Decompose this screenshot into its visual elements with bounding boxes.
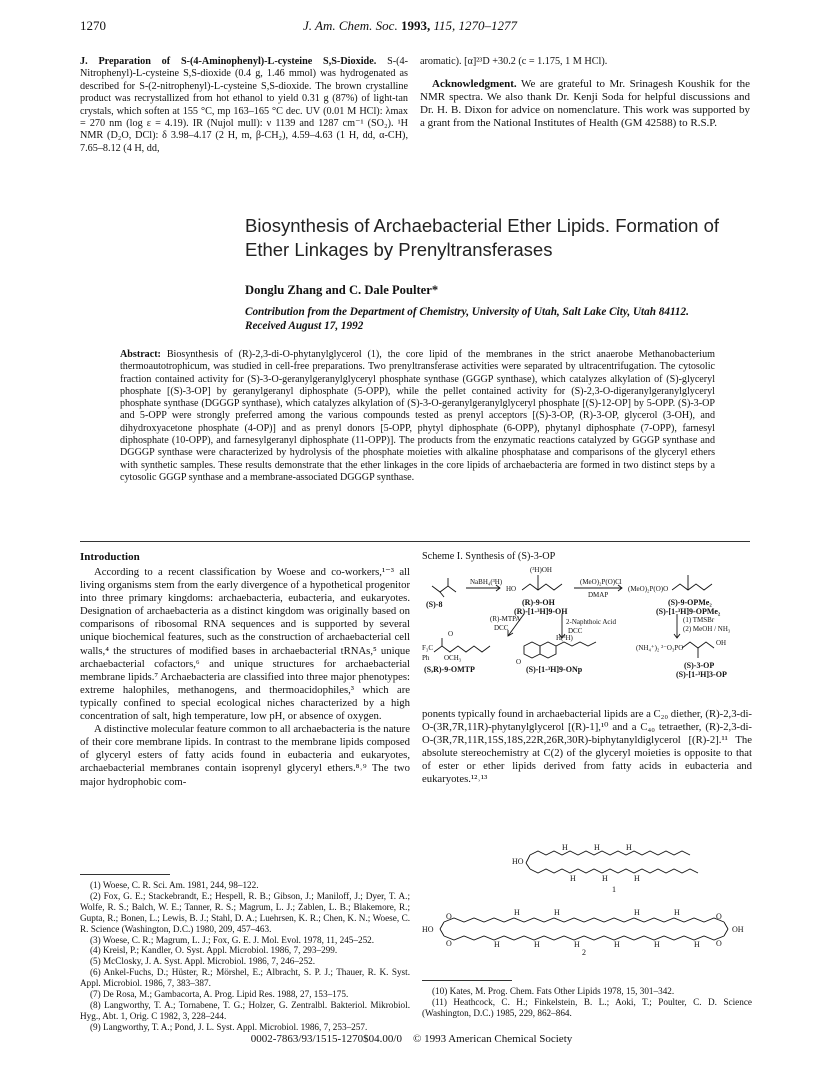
structure-2-tetraether [422, 908, 752, 958]
ack-heading: Acknowledgment. [432, 78, 517, 91]
atom-label: H [574, 940, 580, 949]
atom-label: O [716, 939, 722, 948]
atom-label: H [570, 874, 576, 883]
structure-number: 1 [612, 885, 616, 894]
reference: (4) Kreisl, P.; Kandler, O. Syst. Appl. Microbiol. 1986, 7, 293–299. [90, 945, 338, 956]
atom-label: O [446, 939, 452, 948]
atom-label: O [716, 912, 722, 921]
reagent-label: NaBH₄(³H) [470, 578, 503, 586]
received-date: Received August 17, 1992 [245, 319, 364, 332]
prep-body: S-(4-Nitrophenyl)-L-cysteine S,S-dioxide (0.4 g, 1.46 mmol) was hydrogenated as described for S-(2-nitrophenyl)-L-cysteine S,S-dioxide. The brown crystalline product was recrystallized from hot ethanol to yield 0.31 g (87%) of light-tan crystals, which soften at 155 °C, mp 163–165 °C dec. UV (0.01 M HCl): λmax = 270 nm (log ε = 4.19). IR (Nujol mull): ν 1139 and 1287 cm⁻¹ (SO₂). ¹H NMR (D₂O, DCl): δ 3.98–4.17 (2 H, m, β-CH₂), 4.59–4.63 (1 H, dd, α-CH), 7.65–8.12 (4 H, dd, [80, 56, 408, 154]
atom-label: OCH₃ [444, 654, 462, 662]
atom-label: (MeO)₂P(O)O [628, 585, 669, 593]
article-title: Biosynthesis of Archaebacterial Ether Lipids. Formation of Ether Linkages by Prenyltransferases [245, 215, 720, 260]
atom-label: HO [512, 857, 524, 866]
article-affiliation [245, 306, 765, 333]
atom-label: H [694, 940, 700, 949]
atom-label: O [448, 630, 454, 638]
compound-label: (R)-9-OH [522, 598, 555, 607]
atom-label: (NH₄⁺)₂ ²⁻O₃PO [636, 644, 684, 652]
atom-label: H [594, 843, 600, 852]
previous-article-right [420, 56, 750, 130]
atom-label: H [534, 940, 540, 949]
reagent-label: (1) TMSBr [683, 616, 715, 624]
journal-name: J. Am. Chem. Soc. [302, 18, 398, 33]
prep-heading: J. Preparation of S-(4-Aminophenyl)-L-cysteine S,S-Dioxide. [80, 56, 377, 67]
reagent-label: DCC [568, 627, 583, 635]
reagent-label: DCC [494, 624, 509, 632]
structure-1-drawing [512, 843, 722, 898]
reagent-label: (MeO)₂P(O)Cl [580, 578, 622, 586]
page-number: 1270 [80, 18, 106, 33]
section-divider [80, 541, 750, 542]
compound-label: (S)-8 [426, 600, 443, 609]
intro-continuation: ponents typically found in archaebacterial lipids are a C₂₀ diether, (R)-2,3-di-O-(3R,7R,11R)-phytanylglycerol [(R)-1],¹⁰ and a C₄₀ tetraether, (R)-2,3-di-O-(3R,7R,11R,15S,18S,22R,26R,30R)-biphytanyldiglycerol [(R)-2].¹¹ The absolute stereochemistry at C(2) of the glyceryl moieties is opposite to that of ester or ether lipids derived from fatty acids in eubacteria and eukaryotes.¹²˒¹³ [422, 708, 752, 786]
reference: (2) Fox, G. E.; Stackebrandt, E.; Hespell, R. B.; Gibson, J.; Maniloff, J.; Dyer, T. A.; Wolfe, R. S.; Balch, W. E.; Tanner, R. S.; Magrum, L. J.; Zablen, L. B.; Blakemore, R.; Gupta, R.; Bonen, L.; Lewis, B. J.; Stahl, D. A.; Luehrsen, K. R.; Chen, K. N.; Woese, C. R. Science (Washington, D.C.) 1980, 209, 457–463. [80, 890, 410, 934]
reference: (10) Kates, M. Prog. Chem. Fats Other Lipids 1978, 15, 301–342. [432, 986, 675, 996]
intro-body [80, 566, 410, 789]
reference: (7) De Rosa, M.; Gambacorta, A. Prog. Lipid Res. 1988, 27, 153–175. [90, 989, 349, 1000]
atom-label: H [554, 908, 560, 917]
compound-label: (S)-[1-³H]3-OP [676, 670, 727, 679]
journal-volume: 115, [433, 18, 456, 33]
compound-label: (S,R)-9-OMTP [424, 665, 475, 674]
prep-continuation: aromatic). [α]²³D +30.2 (c = 1.175, 1 M HCl). [420, 56, 608, 67]
atom-label: H [634, 908, 640, 917]
atom-label: HO [422, 925, 434, 934]
journal-citation [80, 18, 740, 34]
compound-label: (S)-[1-³H]9-OPMe₂ [656, 607, 721, 616]
atom-label: H [614, 940, 620, 949]
atom-label: F₃C [422, 644, 434, 652]
page-footer [0, 1033, 823, 1045]
atom-label: O [516, 658, 522, 666]
journal-year: 1993, [400, 18, 431, 33]
atom-label: OH [732, 925, 744, 934]
previous-article-experimental [80, 56, 408, 155]
ack-body: We are grateful to Mr. Srinagesh Koushik for the NMR spectra. We also thank Dr. Kenji Soda for helpful discussions and Dr. H. B. Dixon for advice on nomenclature. This work was supported by a grant from the National Institutes of Health (GM 42588) to R.S.P. [420, 78, 750, 130]
article-authors: Donglu Zhang and C. Dale Poulter* [245, 283, 439, 297]
compound-label: (S)-[1-³H]9-ONp [526, 665, 583, 674]
atom-label: O [446, 912, 452, 921]
footer-code: 0002-7863/93/1515-1270$04.00/0 [250, 1033, 402, 1045]
structure-2-drawing [422, 912, 752, 958]
reference: (1) Woese, C. R. Sci. Am. 1981, 244, 98–122. [90, 880, 259, 890]
atom-label: H [634, 874, 640, 883]
atom-label: OH [716, 639, 727, 647]
reference: (3) Woese, C. R.; Magrum, L. J.; Fox, G. E. J. Mol. Evol. 1978, 11, 245–252. [90, 934, 375, 945]
reference: (6) Ankel-Fuchs, D.; Hüster, R.; Mörshel, E.; Albracht, S. P. J.; Thauer, R. K. Syst. Appl. Microbiol. 1986, 7, 383–387. [80, 967, 410, 989]
reference: (11) Heathcock, C. H.; Finkelstein, B. L.; Aoki, T.; Poulter, C. D. Science (Washington, D.C.) 1985, 229, 862–864. [422, 996, 752, 1018]
atom-label: HO [506, 585, 517, 593]
references-right [422, 986, 752, 1019]
atom-label: H [674, 908, 680, 917]
reference: (9) Langworthy, T. A.; Pond, J. L. Syst. Appl. Microbiol. 1986, 7, 253–257. [90, 1021, 368, 1032]
acknowledgment [420, 78, 750, 130]
affiliation-text: Contribution from the Department of Chemistry, University of Utah, Salt Lake City, Utah 84112. [245, 306, 689, 318]
atom-label: H [494, 940, 500, 949]
reference: (8) Langworthy, T. A.; Tornabene, T. G.; Holzer, G. Zentralbl. Bakteriol. Mikrobiol. Hyg., Abt. 1, Orig. C 1982, 3, 228–244. [80, 999, 410, 1021]
atom-label: H [562, 843, 568, 852]
abstract-label: Abstract: [120, 349, 161, 360]
atom-label: H [626, 843, 632, 852]
footer-copyright: © 1993 American Chemical Society [412, 1033, 573, 1045]
abstract [120, 349, 715, 484]
abstract-text: Biosynthesis of (R)-2,3-di-O-phytanylglycerol (1), the core lipid of the membranes in the strict anaerobe Methanobacterium thermoautotrophicum, was studied in cell-free preparations. Two prenyltransferase activities were separated by ultracentrifugation. The cytosolic fraction contained activity for (S)-3-O-geranylgeranylglyceryl phosphate synthase (GGGP synthase), which catalyzes alkylation of (S)-glyceryl phosphate [(S)-3-OP] by geranylgeranyl diphosphate (5-OPP), while the pellet contained activity for (S)-2,3-O-digeranylgeranylglyceryl phosphate synthase (DGGGP synthase), which catalyzes alkylation of (S)-3-O-geranylgeranylglyceryl phosphate [(S)-12-OP] by 5-OPP. (S)-3-OP and 5-OPP were strongly preferred among the various compounds tested as prenyl acceptors [(S)-3-OP, (R)-3-OP, glycerol (3-OH), and dihydroxyacetone phosphate (4-OP)] and as prenyl donors [5-OPP, phytyl diphosphate (6-OPP), phytanyl diphosphate (7-OPP), farnesyl diphosphate (10-OPP), and farnesylgeranyl diphosphate (11-OPP)]. The products from the enzymatic reactions catalyzed by GGGP synthase and DGGGP synthase were characterized by hydrolysis of the phosphate moieties with alkaline phosphatase and comparisons of the glyceryl ethers with synthetic samples. These results demonstrate that the ether linkages in the core lipids of archaebacteria are formed in two distinct steps by a cytosolic GGGP synthase and a membrane-associated DGGGP synthase. [120, 349, 715, 483]
atom-label: Ph [422, 654, 430, 662]
intro-heading: Introduction [80, 551, 140, 563]
reagent-label: (2) MeOH / NH₃ [683, 625, 731, 633]
atom-label: H [654, 940, 660, 949]
reference: (5) McClosky, J. A. Syst. Appl. Microbiol. 1986, 7, 246–252. [90, 956, 316, 967]
atom-label: H(³H) [556, 634, 573, 642]
compound-label: (R)-[1-³H]9-OH [514, 607, 568, 616]
compound-label: (S)-3-OP [684, 661, 715, 670]
atom-label: H [602, 874, 608, 883]
reagent-label: DMAP [588, 591, 609, 599]
scheme-1-synthesis [422, 566, 762, 679]
footnote-rule-left [80, 874, 170, 875]
reagent-label: 2-Naphthoic Acid [566, 618, 616, 626]
atom-label: H [514, 908, 520, 917]
scheme-heading: Scheme I. Synthesis of (S)-3-OP [422, 551, 556, 562]
references-left [80, 880, 410, 1033]
structure-1-diether [512, 843, 722, 898]
journal-pages: 1270–1277 [458, 18, 517, 33]
footnote-rule-right [422, 980, 512, 981]
atom-label: (³H)OH [530, 566, 552, 574]
compound-label: (S)-9-OPMe₂ [668, 598, 712, 607]
intro-paragraph-1: According to a recent classification by Woese and co-workers,¹⁻³ all living organisms stem from the early divergence of a hypothetical progenitor into three primary kingdoms: archaebacteria, eubacteria, and eukaryotes. Designation of archaebacteria as a distinct kingdom was originally based on comparisons of ribosomal RNA sequences and is supported by several unique biochemical features, such as the construction of archaebacterial cell walls,⁴ the structures of modified bases in archaebacterial tRNAs,⁵ unique archaebacterial cofactors,⁶ and unique structures for archaebacterial membrane lipids.⁷ Archaebacteria are classified into three major phenotypes: extreme halophiles, methanogens, and thermoacidophiles,³ which are typically confined to special ecological niches characterized by a high concentration of salt, high temperature, low pH, or absence of oxygen. [80, 566, 410, 723]
reagent-label: (R)-MTPA [490, 615, 521, 623]
intro-paragraph-2: A distinctive molecular feature common to all archaebacteria is the nature of their core membrane lipids. In contrast to the membrane lipids composed of glyceryl esters of fatty acids found in eubacteria and eukaryotes, archaebacterial membranes contain isoprenyl glyceryl ethers.⁸˒⁹ The two major hydrophobic com- [80, 723, 410, 788]
running-header [80, 18, 740, 36]
structure-number: 2 [582, 948, 586, 957]
